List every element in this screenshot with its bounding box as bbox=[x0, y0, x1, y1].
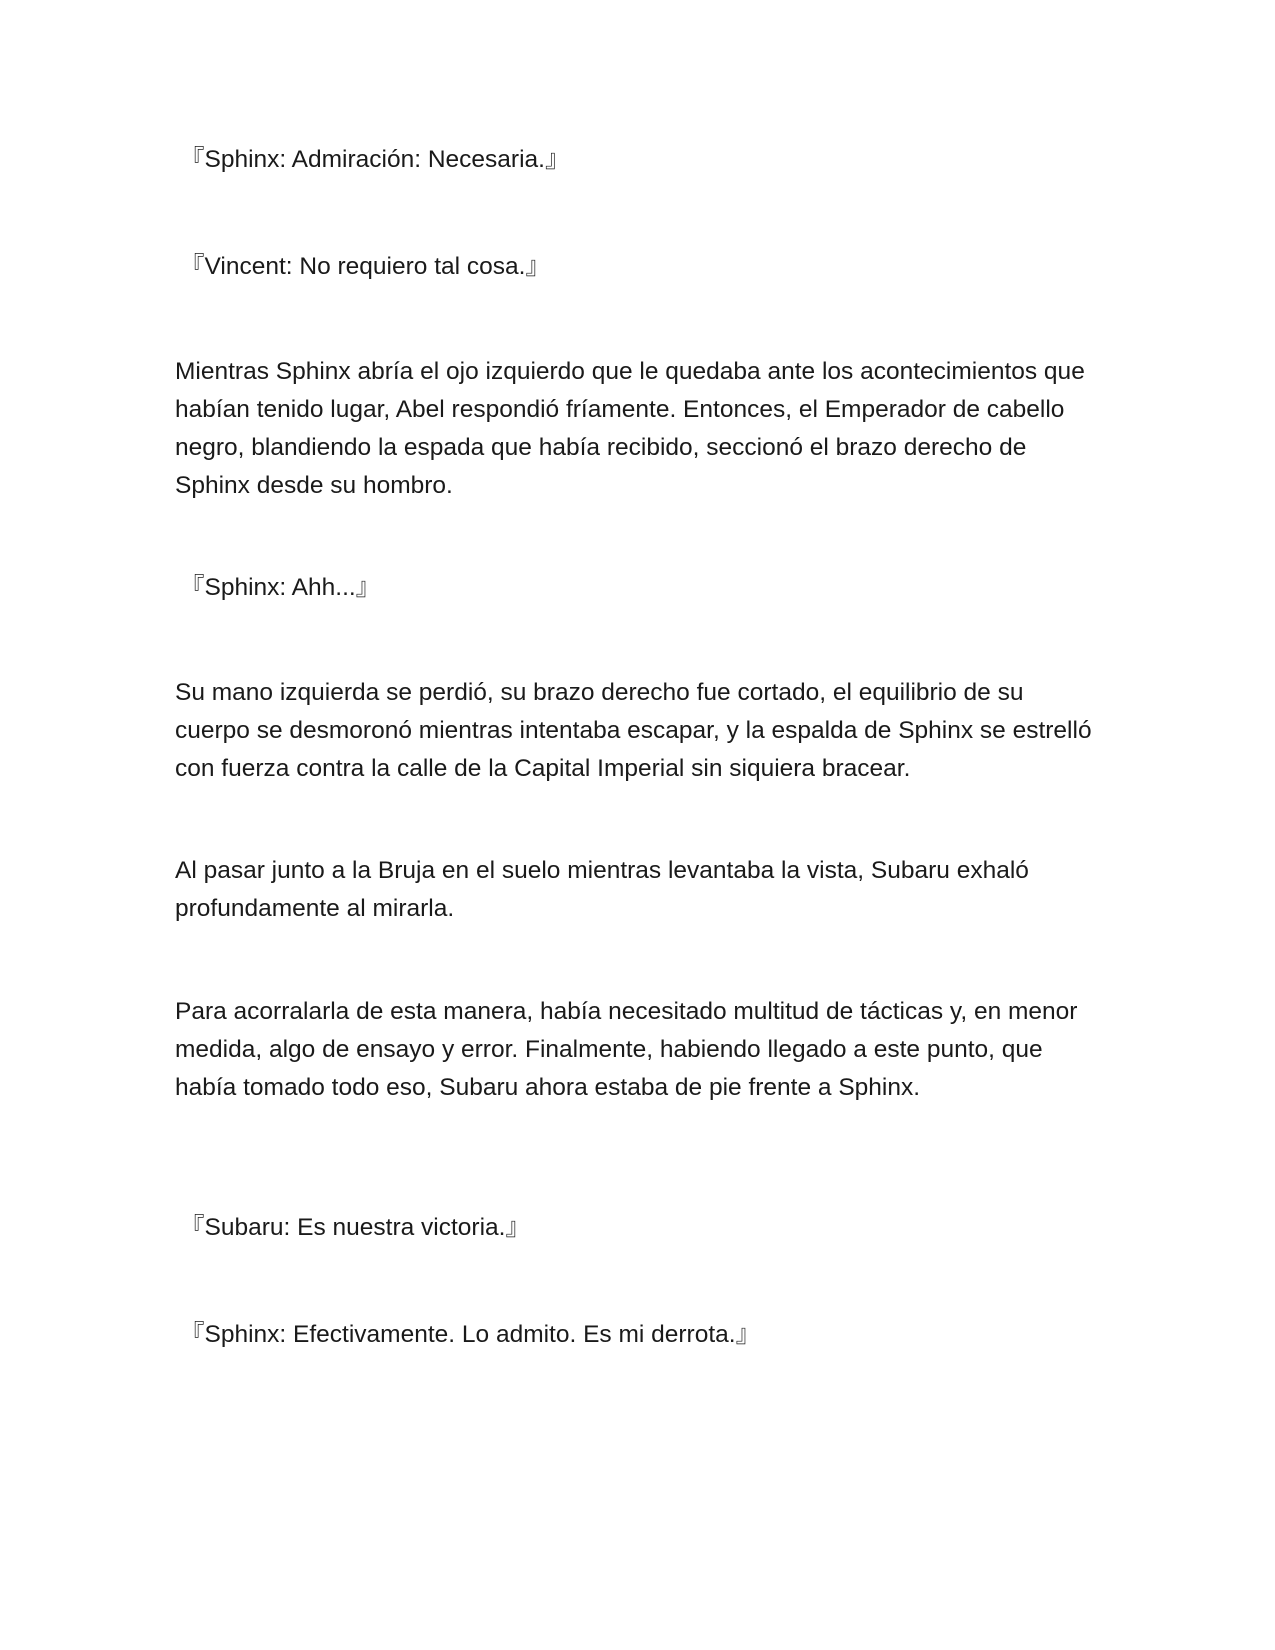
dialogue-line: 『Sphinx: Admiración: Necesaria.』 bbox=[180, 146, 570, 173]
dialogue-line: 『Vincent: No requiero tal cosa.』 bbox=[180, 253, 550, 280]
narration-paragraph: Para acorralarla de esta manera, había necesitado multitud de tácticas y, en menor medida, algo de ensayo y error. Finalmente, habiendo llegado a este punto, que había tomado todo eso, Subaru ahora estaba de pie frente a Sphinx. bbox=[175, 998, 1078, 1101]
dialogue-line: 『Sphinx: Efectivamente. Lo admito. Es mi derrota.』 bbox=[180, 1321, 761, 1348]
narration-paragraph: Su mano izquierda se perdió, su brazo derecho fue cortado, el equilibrio de su cuerpo se desmoronó mientras intentaba escapar, y la espalda de Sphinx se estrelló con fuerza contra la calle de la Capital Imperial sin siquiera bracear. bbox=[175, 679, 1092, 782]
narration-paragraph: Al pasar junto a la Bruja en el suelo mientras levantaba la vista, Subaru exhaló profundamente al mirarla. bbox=[175, 857, 1029, 922]
dialogue-line: 『Sphinx: Ahh...』 bbox=[180, 574, 381, 601]
narration-paragraph: Mientras Sphinx abría el ojo izquierdo que le quedaba ante los acontecimientos que habían tenido lugar, Abel respondió fríamente. Entonces, el Emperador de cabello negro, blandiendo la espada que había recibido, seccionó el brazo derecho de Sphinx desde su hombro. bbox=[175, 358, 1085, 499]
dialogue-line: 『Subaru: Es nuestra victoria.』 bbox=[180, 1214, 530, 1241]
